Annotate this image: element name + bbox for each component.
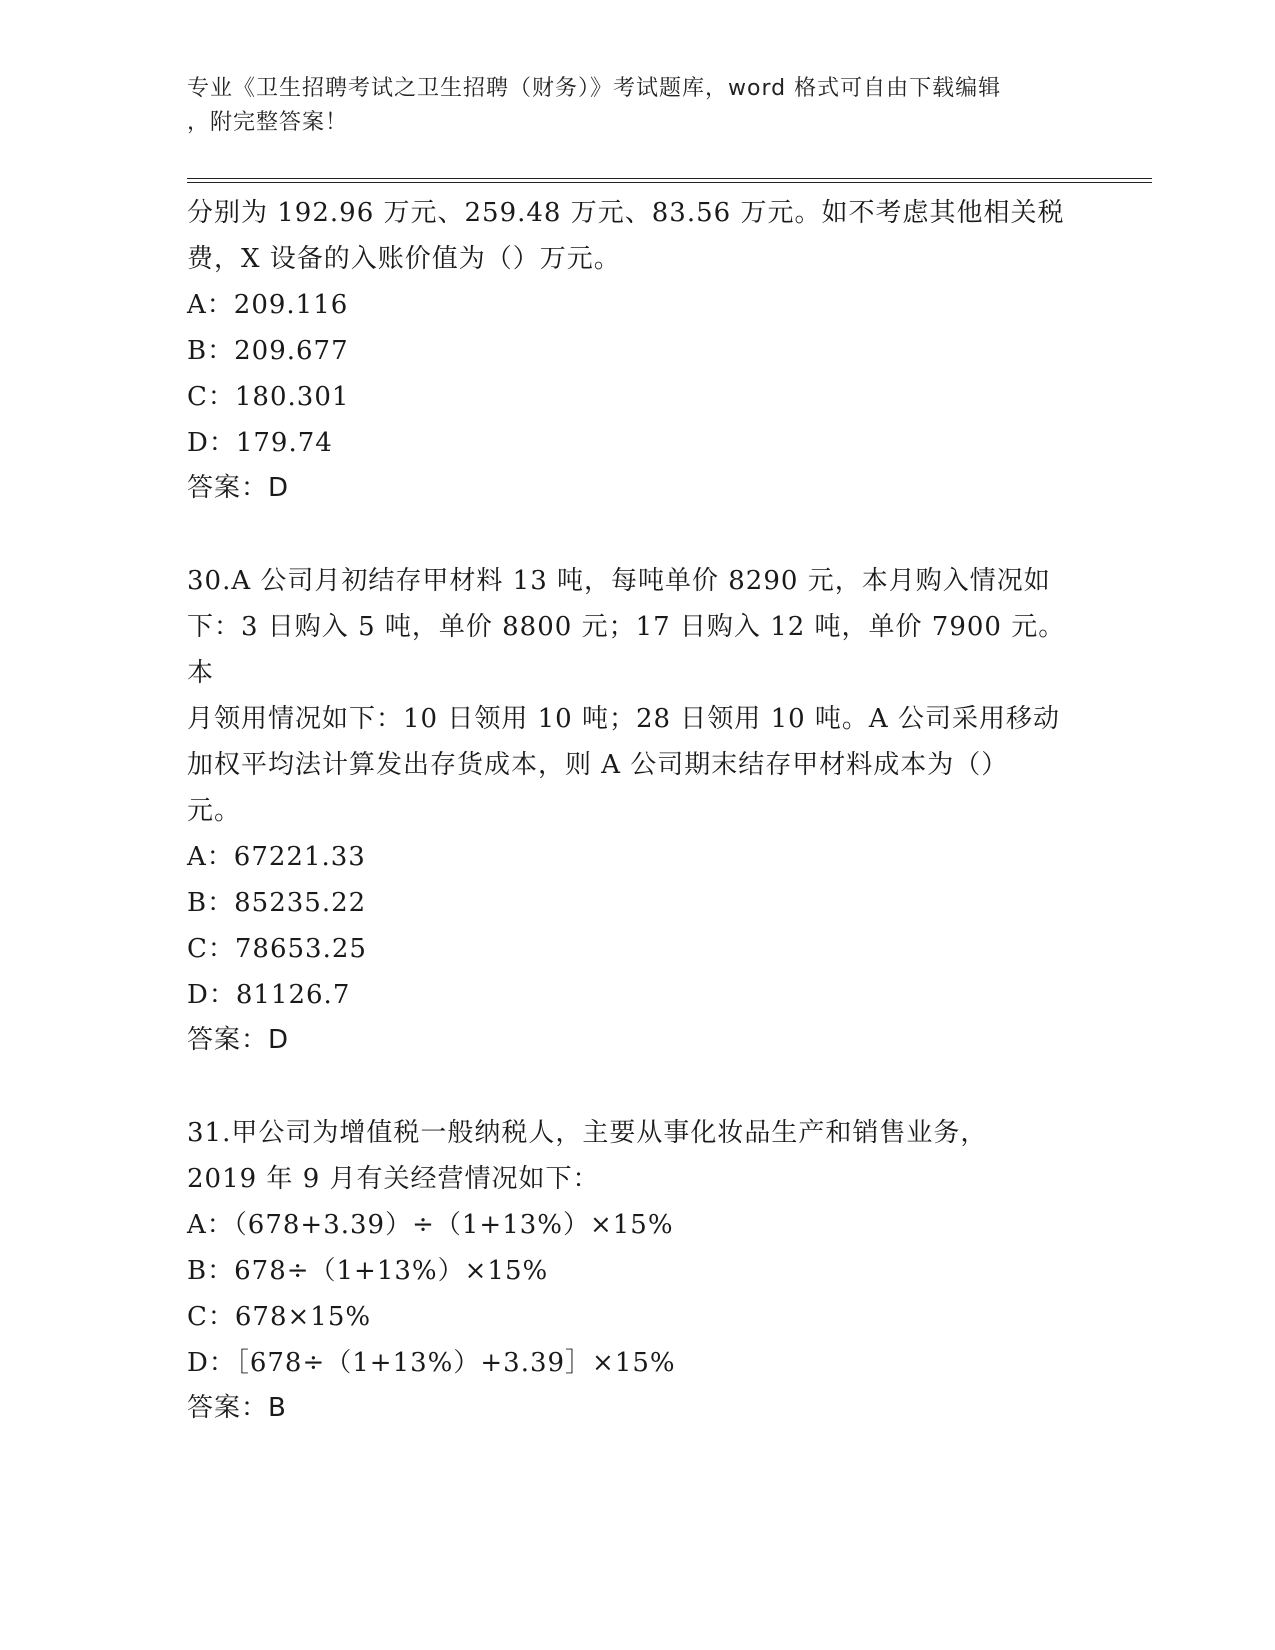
header-line-1: 专业《卫生招聘考试之卫生招聘（财务）》考试题库，word 格式可自由下载编辑 [187, 76, 1002, 101]
option-c: C：678×15% [187, 1302, 372, 1332]
question-text-line: 31.甲公司为增值税一般纳税人，主要从事化妆品生产和销售业务， [187, 1118, 988, 1148]
option-c: C：78653.25 [187, 934, 367, 964]
spacer [187, 510, 1087, 558]
option-b: B：85235.22 [187, 888, 367, 918]
question-list [187, 190, 1087, 1430]
option-d: D：81126.7 [187, 980, 351, 1010]
answer-line: 答案：B [187, 1393, 287, 1423]
question-text-line: 费，X 设备的入账价值为（）万元。 [187, 244, 621, 274]
answer-line: 答案：D [187, 1025, 290, 1055]
question-text-line: 月领用情况如下：10 日领用 10 吨；28 日领用 10 吨。A 公司采用移动 [187, 704, 1060, 734]
header-line-2: ，附完整答案！ [187, 110, 349, 135]
question-text-line: 分别为 192.96 万元、259.48 万元、83.56 万元。如不考虑其他相关税 [187, 198, 1065, 228]
document-header [187, 72, 1067, 140]
answer-line: 答案：D [187, 473, 290, 503]
option-b: B：209.677 [187, 336, 349, 366]
question-text-line: 加权平均法计算发出存货成本，则 A 公司期末结存甲材料成本为（） [187, 750, 1009, 780]
question-block [187, 190, 1087, 510]
option-c: C：180.301 [187, 382, 350, 412]
option-b: B：678÷（1+13%）×15% [187, 1256, 549, 1286]
header-rule-top [187, 178, 1152, 179]
option-d: D：［678÷（1+13%）+3.39］×15% [187, 1348, 676, 1378]
header-rule-bottom [187, 182, 1152, 183]
spacer [187, 1062, 1087, 1110]
question-block [187, 1110, 1087, 1430]
question-text-line: 下：3 日购入 5 吨，单价 8800 元；17 日购入 12 吨，单价 7900 元。本 [187, 612, 1066, 688]
question-text-line: 元。 [187, 796, 242, 826]
question-block [187, 558, 1087, 1062]
question-text-line: 30.A 公司月初结存甲材料 13 吨，每吨单价 8290 元，本月购入情况如 [187, 566, 1051, 596]
option-d: D：179.74 [187, 428, 333, 458]
option-a: A：（678+3.39）÷（1+13%）×15% [187, 1210, 674, 1240]
question-text-line: 2019 年 9 月有关经营情况如下： [187, 1164, 600, 1194]
option-a: A：209.116 [187, 290, 349, 320]
option-a: A：67221.33 [187, 842, 366, 872]
